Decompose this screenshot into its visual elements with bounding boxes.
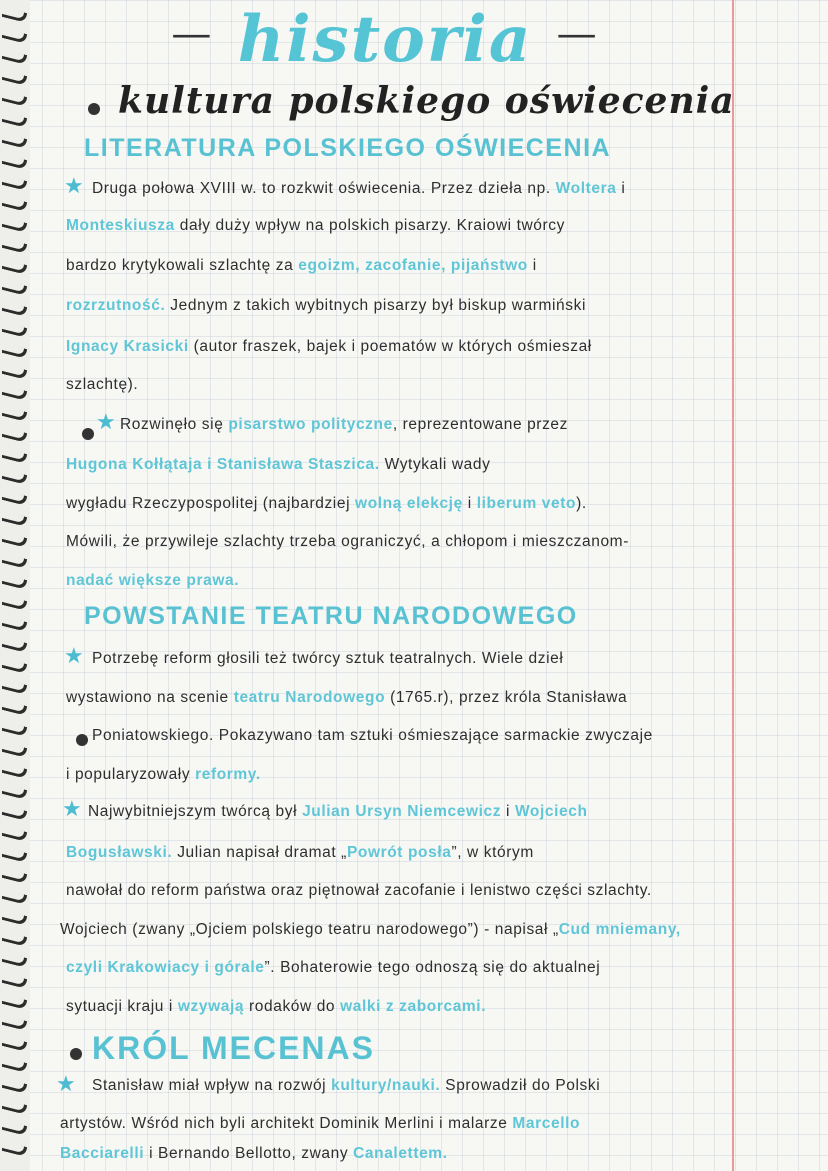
binding-ring — [2, 658, 27, 674]
binding-ring — [2, 427, 27, 443]
text-fragment: i — [621, 180, 626, 197]
text-line — [92, 650, 752, 668]
text-fragment: wygładu Rzeczypospolitej (najbardziej — [66, 495, 351, 512]
text-fragment: i — [506, 803, 511, 820]
text-line — [66, 998, 726, 1016]
text-fragment: kultury/nauki. — [331, 1077, 441, 1094]
text-line — [66, 495, 726, 513]
binding-ring — [2, 385, 27, 401]
text-fragment: nadać większe prawa. — [66, 572, 240, 589]
text-fragment: Potrzebę reform głosili też twórcy sztuk teatralnych. Wiele dzieł — [92, 650, 564, 667]
binding-ring — [2, 490, 27, 506]
text-fragment: Marcello — [512, 1115, 581, 1132]
text-fragment: Monteskiusza — [66, 217, 175, 234]
text-line — [66, 297, 726, 315]
section-heading-krol: KRÓL MECENAS — [92, 1030, 375, 1066]
text-line — [60, 1115, 720, 1133]
text-fragment: Cud mniemany, — [558, 921, 681, 938]
binding-ring — [2, 931, 27, 947]
star-icon: ★ — [64, 174, 84, 199]
text-line — [66, 376, 726, 394]
binding-ring — [2, 7, 27, 23]
bullet-icon — [76, 734, 88, 746]
binding-ring — [2, 763, 27, 779]
text-line — [92, 1077, 752, 1095]
text-fragment: Canalettem. — [353, 1145, 448, 1162]
binding-ring — [2, 133, 27, 149]
binding-ring — [2, 49, 27, 65]
title-text: historia — [237, 2, 533, 77]
binding-ring — [2, 847, 27, 863]
binding-ring — [2, 238, 27, 254]
text-fragment: Poniatowskiego. Pokazywano tam sztuki ośmieszające sarmackie zwyczaje — [92, 727, 653, 744]
text-fragment: Mówili, że przywileje szlachty trzeba ograniczyć, a chłopom i mieszczanom- — [66, 533, 629, 550]
text-fragment: ”. Bohaterowie tego odnoszą się do aktualnej — [264, 959, 601, 976]
page-subtitle: kultura polskiego oświecenia — [118, 80, 735, 122]
text-fragment: Bacciarelli — [60, 1145, 145, 1162]
text-fragment: i Bernando Bellotto, zwany — [149, 1145, 349, 1162]
text-fragment: Julian napisał dramat „ — [177, 844, 347, 861]
binding-ring — [2, 784, 27, 800]
text-fragment: Powrót posła — [346, 844, 452, 861]
text-fragment: Wytykali wady — [384, 456, 491, 473]
text-fragment: czyli Krakowiacy i górale — [66, 959, 265, 976]
text-fragment: (1765.r), przez króla Stanisława — [390, 689, 628, 706]
text-line — [66, 257, 726, 275]
text-fragment: i — [467, 495, 472, 512]
binding-ring — [2, 637, 27, 653]
binding-ring — [2, 721, 27, 737]
text-fragment: wzywają — [177, 998, 245, 1015]
binding-ring — [2, 553, 27, 569]
page-title — [150, 2, 620, 77]
text-fragment: Najwybitniejszym twórcą był — [88, 803, 298, 820]
binding-ring — [2, 154, 27, 170]
star-icon: ★ — [56, 1072, 76, 1097]
binding-ring — [2, 1120, 27, 1136]
star-icon: ★ — [62, 797, 82, 822]
section-heading-teatr: POWSTANIE TEATRU NARODOWEGO — [84, 602, 578, 630]
text-fragment: liberum veto — [476, 495, 577, 512]
binding-ring — [2, 994, 27, 1010]
binding-ring — [2, 868, 27, 884]
binding-ring — [2, 406, 27, 422]
text-fragment: Stanisław miał wpływ na rozwój — [92, 1077, 327, 1094]
binding-ring — [2, 595, 27, 611]
text-line — [66, 766, 726, 784]
text-fragment: rozrzutność. — [66, 297, 166, 314]
text-line — [92, 180, 752, 198]
text-fragment: i popularyzowały — [66, 766, 191, 783]
binding-ring — [2, 196, 27, 212]
text-line — [60, 921, 720, 939]
binding-ring — [2, 322, 27, 338]
star-icon: ★ — [96, 410, 116, 435]
text-fragment: egoizm, zacofanie, pijaństwo — [298, 257, 528, 274]
text-line — [88, 803, 748, 821]
text-fragment: Ignacy Krasicki — [66, 338, 189, 355]
text-fragment: Woltera — [555, 180, 617, 197]
text-fragment: artystów. Wśród nich byli architekt Dominik Merlini i malarze — [60, 1115, 508, 1132]
text-fragment: Jednym z takich wybitnych pisarzy był biskup warmiński — [170, 297, 587, 314]
binding-ring — [2, 259, 27, 275]
text-line — [66, 338, 726, 356]
text-fragment: i — [532, 257, 537, 274]
text-fragment: Bogusławski. — [66, 844, 173, 861]
binding-ring — [2, 532, 27, 548]
text-fragment: walki z zaborcami. — [340, 998, 487, 1015]
binding-ring — [2, 112, 27, 128]
binding-ring — [2, 700, 27, 716]
binding-ring — [2, 805, 27, 821]
binding-ring — [2, 616, 27, 632]
binding-ring — [2, 91, 27, 107]
binding-ring — [2, 952, 27, 968]
text-line — [92, 727, 752, 745]
margin-line — [732, 0, 734, 1171]
text-fragment: wystawiono na scenie — [66, 689, 229, 706]
text-fragment: rodaków do — [249, 998, 336, 1015]
text-line — [66, 882, 726, 900]
text-fragment: Wojciech — [514, 803, 588, 820]
text-fragment: wolną elekcję — [355, 495, 463, 512]
binding-ring — [2, 889, 27, 905]
text-line — [66, 217, 726, 235]
text-line — [60, 1145, 720, 1163]
text-fragment: Julian Ursyn Niemcewicz — [302, 803, 502, 820]
binding-ring — [2, 1078, 27, 1094]
binding-ring — [2, 301, 27, 317]
binding-ring — [2, 1057, 27, 1073]
binding-ring — [2, 679, 27, 695]
binding-ring — [2, 364, 27, 380]
binding-ring — [2, 469, 27, 485]
bullet-icon — [82, 428, 94, 440]
text-fragment: nawołał do reform państwa oraz piętnował zacofanie i lenistwo części szlachty. — [66, 882, 652, 899]
text-fragment: Druga połowa XVIII w. to rozkwit oświecenia. Przez dzieła np. — [92, 180, 551, 197]
text-fragment: Rozwinęło się — [120, 416, 224, 433]
binding-ring — [2, 910, 27, 926]
text-fragment: ). — [576, 495, 587, 512]
text-fragment: Hugona Kołłątaja i Stanisława Staszica. — [66, 456, 380, 473]
binding-ring — [2, 175, 27, 191]
binding-ring — [2, 1099, 27, 1115]
text-line — [66, 456, 726, 474]
binding-ring — [2, 511, 27, 527]
binding-ring — [2, 742, 27, 758]
text-fragment: Sprowadził do Polski — [445, 1077, 601, 1094]
text-fragment: szlachtę). — [66, 376, 139, 393]
text-fragment: teatru Narodowego — [233, 689, 386, 706]
text-line — [120, 416, 780, 434]
star-icon: ★ — [64, 644, 84, 669]
text-fragment: pisarstwo polityczne — [228, 416, 393, 433]
title-dash-left: — — [171, 11, 214, 57]
text-fragment: ”, w którym — [451, 844, 534, 861]
binding-ring — [2, 1141, 27, 1157]
text-fragment: (autor fraszek, bajek i poematów w których ośmieszał — [193, 338, 592, 355]
text-fragment: sytuacji kraju i — [66, 998, 173, 1015]
binding-ring — [2, 343, 27, 359]
text-fragment: dały duży wpływ na polskich pisarzy. Kraiowi twórcy — [179, 217, 565, 234]
binding-ring — [2, 280, 27, 296]
binding-ring — [2, 448, 27, 464]
text-line — [66, 689, 726, 707]
binding-ring — [2, 973, 27, 989]
text-fragment: , reprezentowane przez — [392, 416, 568, 433]
spiral-binding — [0, 0, 30, 1171]
text-line — [66, 844, 726, 862]
text-line — [66, 572, 726, 590]
binding-ring — [2, 70, 27, 86]
subtitle-bullet — [88, 103, 100, 115]
title-dash-right: — — [556, 11, 599, 57]
bullet-icon — [70, 1048, 82, 1060]
binding-ring — [2, 28, 27, 44]
text-line — [66, 959, 726, 977]
binding-ring — [2, 574, 27, 590]
text-fragment: reformy. — [195, 766, 261, 783]
binding-ring — [2, 1036, 27, 1052]
text-fragment: bardzo krytykowali szlachtę za — [66, 257, 294, 274]
text-line — [66, 533, 726, 551]
binding-ring — [2, 826, 27, 842]
binding-ring — [2, 1015, 27, 1031]
binding-ring — [2, 217, 27, 233]
text-fragment: Wojciech (zwany „Ojciem polskiego teatru narodowego”) - napisał „ — [60, 921, 559, 938]
section-heading-literatura: LITERATURA POLSKIEGO OŚWIECENIA — [84, 134, 612, 162]
